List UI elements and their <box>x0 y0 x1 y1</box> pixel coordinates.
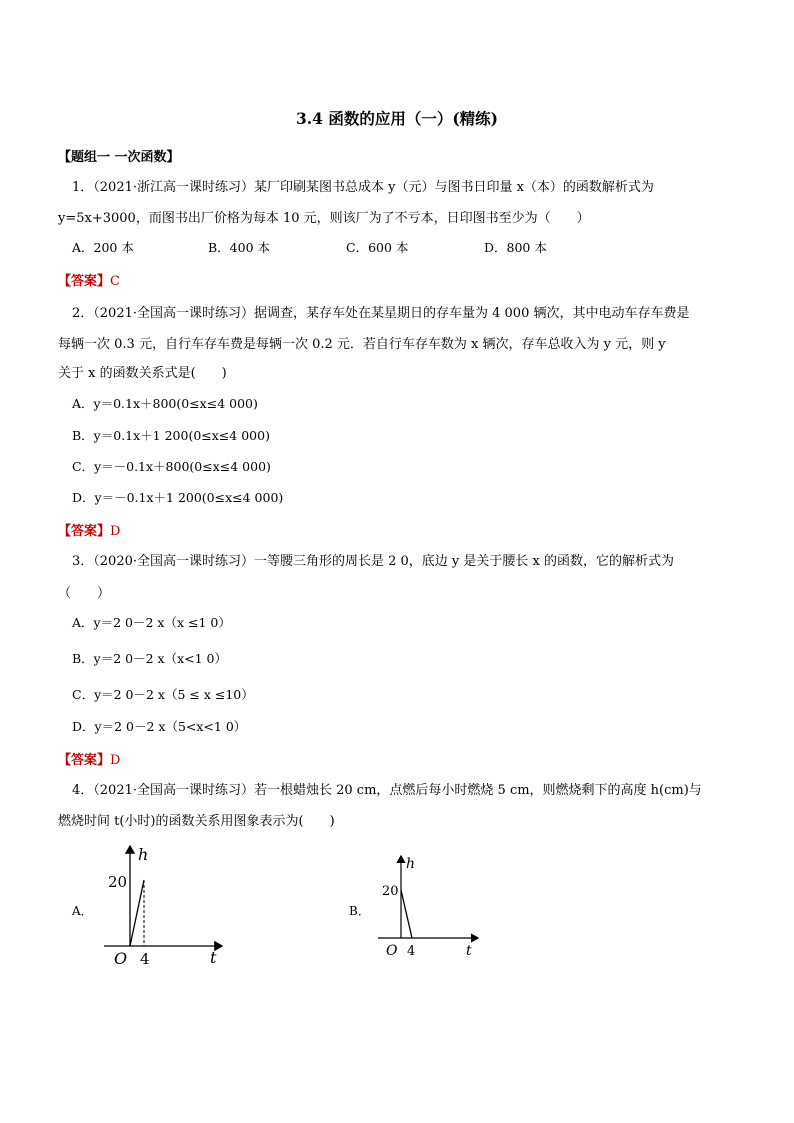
question-4-option-a-label: A． <box>72 904 93 918</box>
question-3-option-a: A．y＝2 0－2 x（x ≤1 0） <box>72 615 231 630</box>
question-1-option-b: B．400 本 <box>208 240 271 255</box>
question-3-option-d: D．y＝2 0－2 x（5<x<1 0） <box>72 719 247 734</box>
question-2-option-d: D．y＝－0.1x＋1 200(0≤x≤4 000) <box>72 490 284 505</box>
question-4-option-b-label: B． <box>349 904 370 918</box>
graph-a <box>100 840 230 970</box>
section-heading: 【题组一 一次函数】 <box>58 150 180 165</box>
y-tick-label: 20 <box>382 884 399 899</box>
question-1-line-1: 1．（2021·浙江高一课时练习）某厂印刷某图书总成本 y（元）与图书日印量 x（本）的函数解析式为 <box>72 180 654 195</box>
question-2-line-3: 关于 x 的函数关系式是( ) <box>58 366 227 381</box>
question-3-answer <box>58 749 120 768</box>
answer-label: 【答案】 <box>58 274 111 289</box>
question-3-option-c: C．y＝2 0－2 x（5 ≤ x ≤10） <box>72 687 254 702</box>
question-2-answer <box>58 520 120 539</box>
question-3-option-b: B．y＝2 0－2 x（x<1 0） <box>72 651 228 666</box>
x-axis-label: t <box>210 948 217 967</box>
answer-value: D <box>110 524 121 539</box>
question-1-option-c: C．600 本 <box>346 240 409 255</box>
y-axis-label: h <box>138 845 149 864</box>
origin-label: O <box>386 943 398 959</box>
answer-label: 【答案】 <box>58 524 111 539</box>
x-tick-label: 4 <box>140 950 150 968</box>
origin-label: O <box>114 949 128 968</box>
x-axis-label: t <box>466 943 472 959</box>
question-2-option-b: B．y＝0.1x＋1 200(0≤x≤4 000) <box>72 428 270 443</box>
graph-line <box>130 880 144 946</box>
question-1-option-a: A．200 本 <box>72 240 134 255</box>
question-2-option-c: C．y＝－0.1x＋800(0≤x≤4 000) <box>72 459 271 474</box>
answer-value: D <box>110 753 121 768</box>
question-4-line-2: 燃烧时间 t(小时)的函数关系用图象表示为( ) <box>58 814 335 829</box>
question-3-line-1: 3．（2020·全国高一课时练习）一等腰三角形的周长是 2 0，底边 y 是关于腰长 x 的函数，它的解析式为 <box>72 554 674 569</box>
question-4-line-1: 4．（2021·全国高一课时练习）若一根蜡烛长 20 cm，点燃后每小时燃烧 5 cm，则燃烧剩下的高度 h(cm)与 <box>72 783 702 798</box>
graph-line <box>401 890 412 938</box>
question-2-line-1: 2．（2021·全国高一课时练习）据调查，某存车处在某星期日的存车量为 4 000 辆次，其中电动车存车费是 <box>72 306 690 321</box>
question-1-option-d: D．800 本 <box>484 240 547 255</box>
question-2-line-2: 每辆一次 0.3 元，自行车存车费是每辆一次 0.2 元．若自行车存车数为 x 辆次，存车总收入为 y 元，则 y <box>58 337 666 352</box>
x-tick-label: 4 <box>407 944 416 959</box>
y-tick-label: 20 <box>108 873 128 891</box>
answer-value: C <box>110 274 120 289</box>
y-axis-label: h <box>406 856 416 872</box>
question-1-line-2: y=5x+3000，而图书出厂价格为每本 10 元，则该厂为了不亏本，日印图书至少为（ ） <box>58 211 590 226</box>
answer-label: 【答案】 <box>58 753 111 768</box>
page-title: 3.4 函数的应用（一）(精练) <box>295 109 499 128</box>
question-2-option-a: A．y＝0.1x＋800(0≤x≤4 000) <box>72 396 258 411</box>
question-1-answer <box>58 270 120 289</box>
graph-b <box>372 850 487 960</box>
question-3-line-2: （ ） <box>58 586 111 601</box>
